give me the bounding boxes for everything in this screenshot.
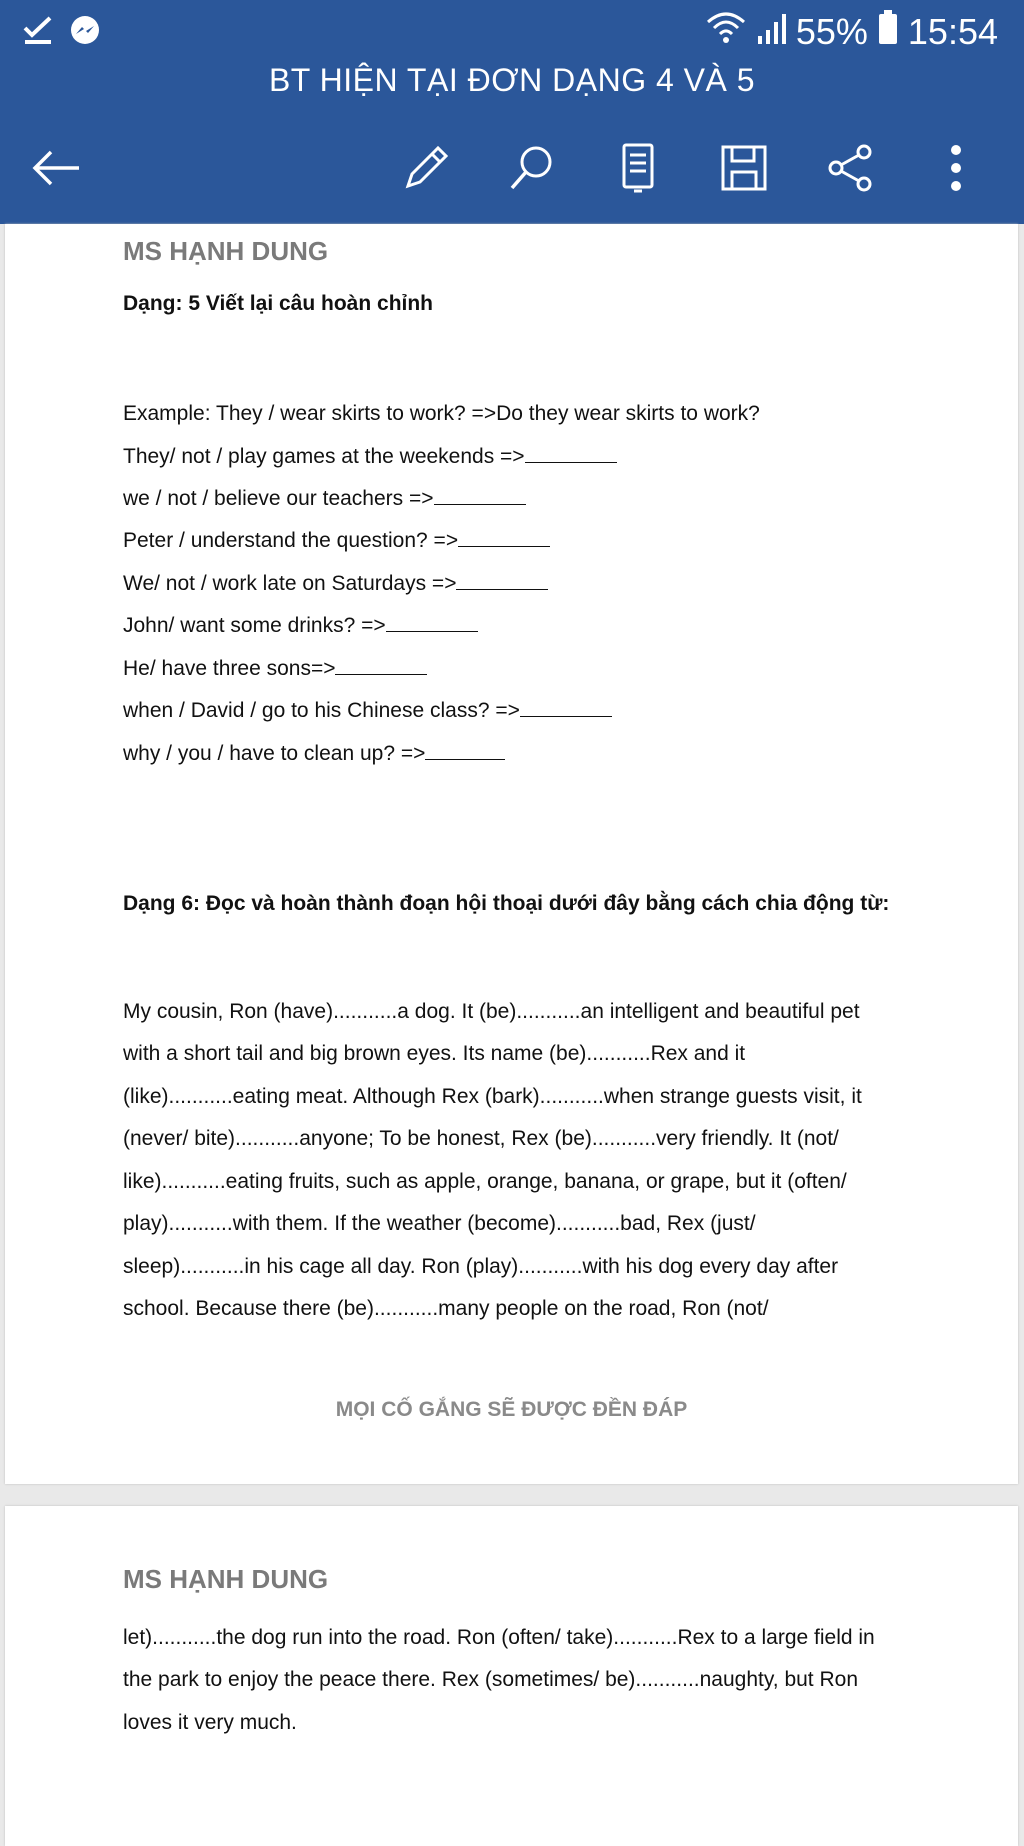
search-icon[interactable]	[504, 140, 560, 196]
save-icon[interactable]	[716, 140, 772, 196]
exercise-line: we / not / believe our teachers =>	[123, 486, 526, 511]
paragraph-line: loves it very much.	[123, 1711, 297, 1734]
page-header: MS HẠNH DUNG	[123, 1564, 329, 1594]
paragraph-line: My cousin, Ron (have)...........a dog. It (be)...........an intelligent and beautiful pet	[123, 1000, 860, 1023]
exercise-line: John/ want some drinks? =>	[123, 613, 478, 638]
exercise-line: They/ not / play games at the weekends =>	[123, 444, 617, 469]
more-vertical-icon[interactable]	[928, 140, 984, 196]
page-footer: MỌI CỐ GẮNG SẼ ĐƯỢC ĐỀN ĐÁP	[335, 1398, 688, 1421]
messenger-icon	[68, 14, 102, 53]
paragraph-line: the park to enjoy the peace there. Rex (sometimes/ be)...........naughty, but Ron	[123, 1668, 858, 1691]
signal-icon	[756, 11, 786, 53]
reading-view-icon[interactable]	[610, 140, 666, 196]
battery-icon	[878, 10, 898, 53]
section-5-title: Dạng: 5 Viết lại câu hoàn chỉnh	[123, 292, 434, 315]
paragraph-line: play)...........with them. If the weather (become)...........bad, Rex (just/	[123, 1212, 756, 1235]
paragraph-line: (never/ bite)...........anyone; To be honest, Rex (be)...........very friendly. It (not/	[123, 1127, 839, 1150]
pencil-icon[interactable]	[398, 140, 454, 196]
back-arrow-icon[interactable]	[28, 140, 84, 196]
document-title: BT HIỆN TẠI ĐƠN DẠNG 4 VÀ 5	[268, 62, 756, 98]
document-page-1[interactable]	[5, 224, 1018, 1484]
clock: 15:54	[907, 10, 998, 52]
status-bar	[0, 0, 1024, 62]
paragraph-line: sleep)...........in his cage all day. Ron (play)...........with his dog every day after	[123, 1255, 839, 1278]
example-line: Example: They / wear skirts to work? =>Do they wear skirts to work?	[123, 402, 760, 425]
paragraph-line: with a short tail and big brown eyes. Its name (be)...........Rex and it	[123, 1042, 746, 1065]
exercise-line: why / you / have to clean up? =>	[123, 741, 505, 766]
paragraph-line: school. Because there (be)...........many people on the road, Ron (not/	[123, 1297, 769, 1320]
exercise-line: Peter / understand the question? =>	[123, 528, 550, 553]
page-header: MS HẠNH DUNG	[123, 236, 329, 266]
paragraph-line: like)...........eating fruits, such as apple, orange, banana, or grape, but it (often/	[123, 1170, 847, 1193]
app-bar	[0, 0, 1024, 224]
download-check-icon	[22, 14, 54, 53]
exercise-line: He/ have three sons=>	[123, 656, 427, 681]
wifi-icon	[706, 10, 746, 53]
share-icon[interactable]	[822, 140, 878, 196]
document-page-2[interactable]	[5, 1506, 1018, 1846]
exercise-line: when / David / go to his Chinese class? =>	[123, 698, 612, 723]
section-6-title: Dạng 6: Đọc và hoàn thành đoạn hội thoại dưới đây bằng cách chia động từ:	[123, 892, 890, 915]
exercise-line: We/ not / work late on Saturdays =>	[123, 571, 548, 596]
paragraph-line: let)...........the dog run into the road. Ron (often/ take)...........Rex to a large field in	[123, 1626, 875, 1649]
battery-percent: 55%	[795, 10, 868, 52]
paragraph-line: (like)...........eating meat. Although Rex (bark)...........when strange guests visit, it	[123, 1085, 862, 1108]
